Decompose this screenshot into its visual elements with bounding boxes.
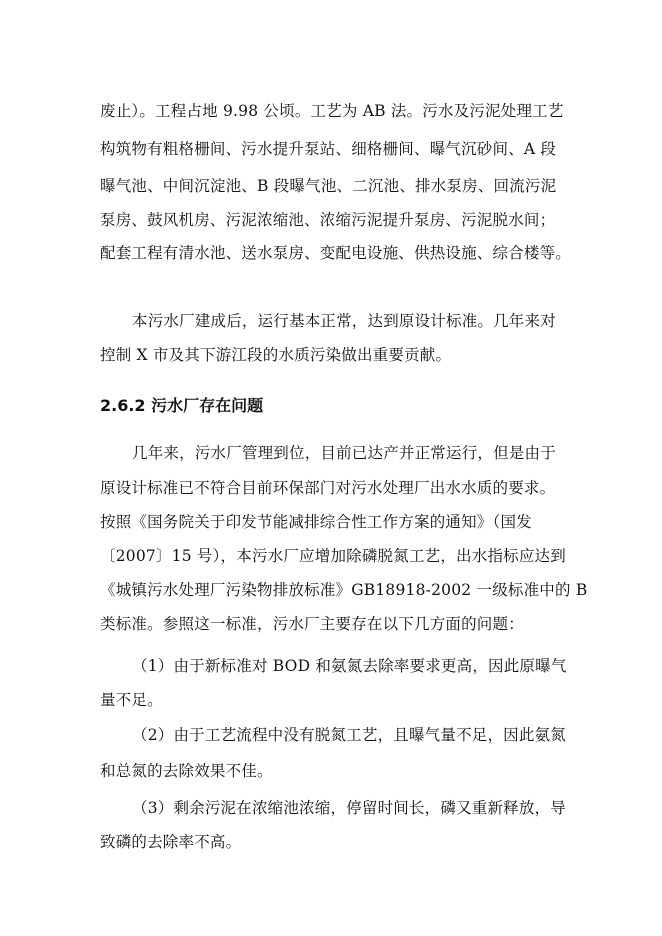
list-item-line: （1）由于新标准对 BOD 和氨氮去除率要求更高，因此原曝气: [132, 657, 567, 675]
paragraph-line: 几年来，污水厂管理到位，目前已达产并正常运行，但是由于: [132, 444, 556, 462]
section-heading: 2.6.2 污水厂存在问题: [100, 396, 264, 415]
paragraph-line: 《城镇污水处理厂污染物排放标准》GB18918-2002 一级标准中的 B: [100, 581, 588, 599]
list-item-line: （2）由于工艺流程中没有脱氮工艺，且曝气量不足，因此氨氮: [132, 726, 566, 744]
list-item-line: 量不足。: [100, 691, 163, 709]
list-item-line: （3）剩余污泥在浓缩池浓缩，停留时间长，磷又重新释放，导: [132, 799, 566, 817]
paragraph-line: 曝气池、中间沉淀池、B 段曝气池、二沉池、排水泵房、回流污泥: [100, 177, 557, 195]
paragraph-line: 类标准。参照这一标准，污水厂主要存在以下几方面的问题：: [100, 615, 524, 633]
paragraph-line: 泵房、鼓风机房、污泥浓缩池、浓缩污泥提升泵房、污泥脱水间；: [100, 211, 556, 229]
paragraph-line: 原设计标准已不符合目前环保部门对污水处理厂出水水质的要求。: [100, 479, 556, 497]
paragraph-line: 构筑物有粗格栅间、污水提升泵站、细格栅间、曝气沉砂间、A 段: [100, 140, 557, 158]
paragraph-line: 控制 X 市及其下游江段的水质污染做出重要贡献。: [100, 346, 452, 364]
list-item-line: 致磷的去除率不高。: [100, 833, 242, 851]
list-item-line: 和总氮的去除效果不佳。: [100, 762, 273, 780]
paragraph-line: 按照《国务院关于印发节能减排综合性工作方案的通知》（国发: [100, 513, 532, 531]
paragraph-line: 配套工程有清水池、送水泵房、变配电设施、供热设施、综合楼等。: [100, 244, 572, 262]
paragraph-line: 废止）。工程占地 9.98 公顷。工艺为 AB 法。污水及污泥处理工艺: [100, 102, 564, 120]
paragraph-line: 〔2007〕15 号），本污水厂应增加除磷脱氮工艺，出水指标应达到: [100, 547, 566, 565]
paragraph-line: 本污水厂建成后，运行基本正常，达到原设计标准。几年来对: [132, 312, 556, 330]
